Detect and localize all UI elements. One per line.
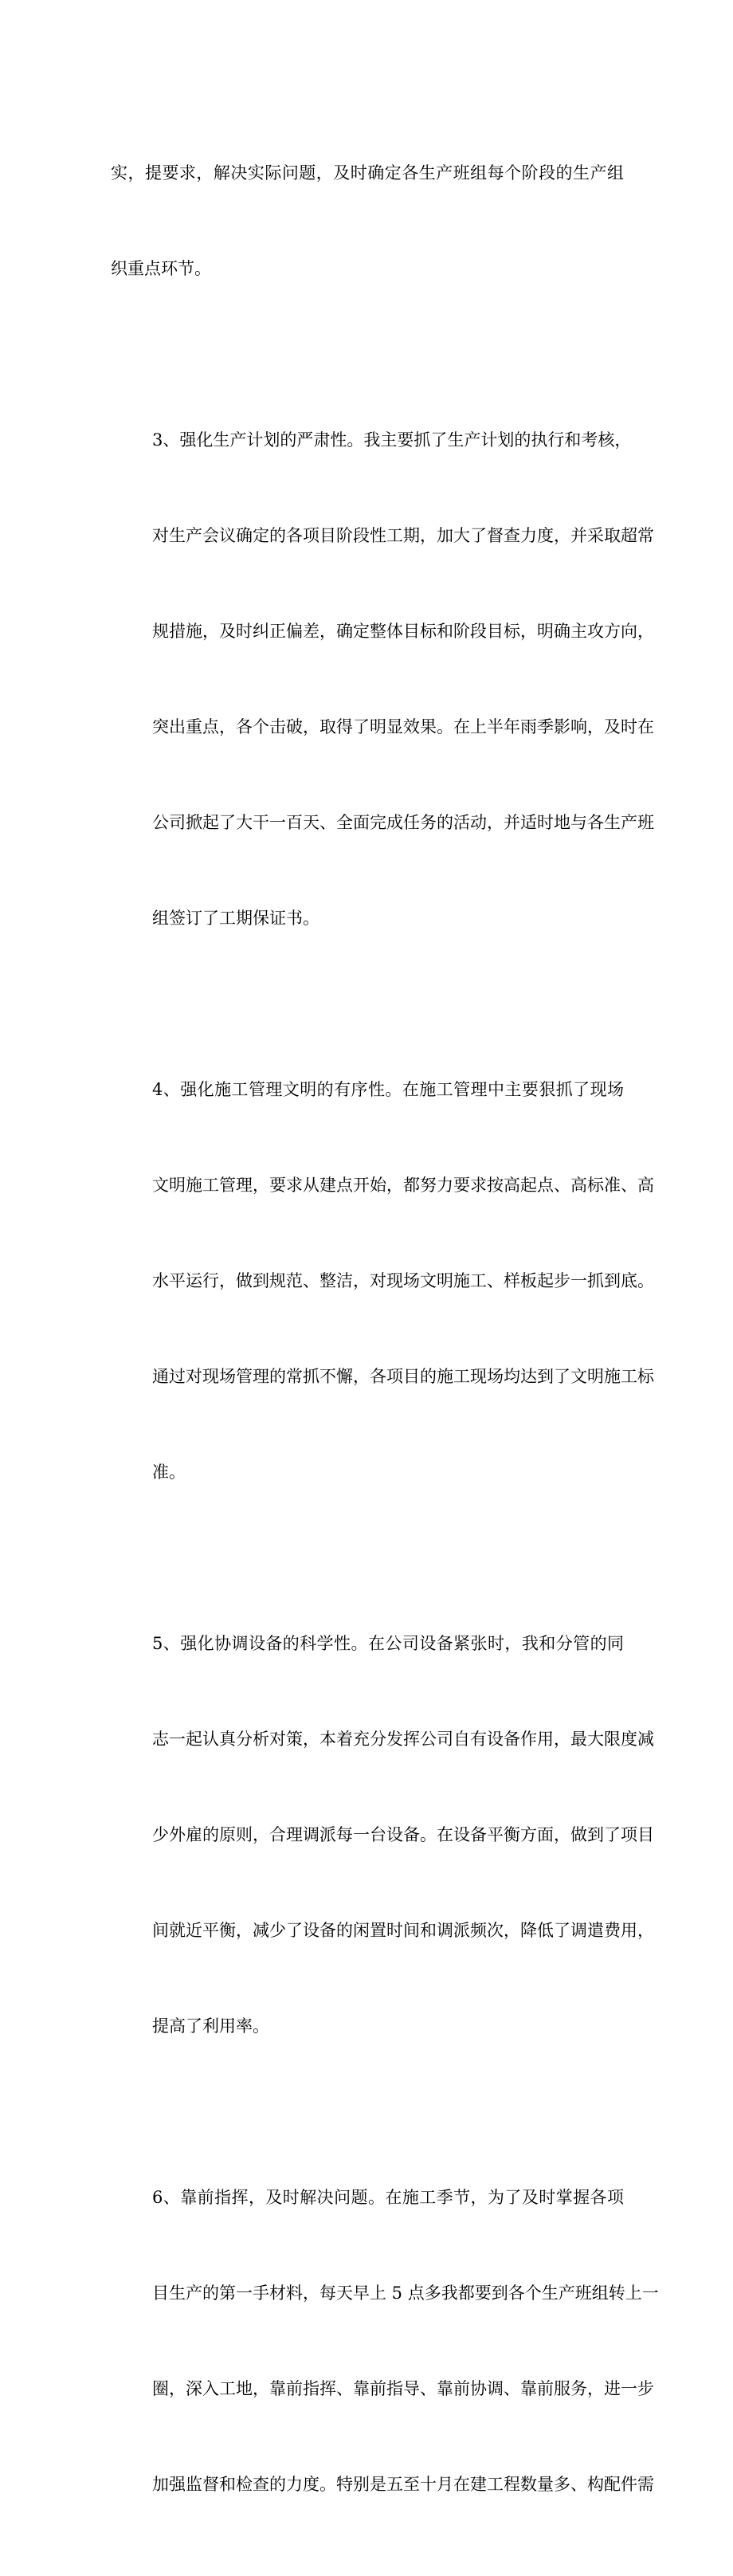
text-line: 提高了利用率。 bbox=[152, 2016, 269, 2036]
paragraph-4 bbox=[111, 1564, 654, 2106]
text-line: 突出重点，各个击破，取得了明显效果。在上半年雨季影响，及时在 bbox=[152, 717, 654, 736]
paragraph-2 bbox=[111, 360, 654, 998]
document-body bbox=[111, 93, 659, 2576]
text-line: 少外雇的原则，合理调派每一台设备。在设备平衡方面，做到了项目 bbox=[152, 1825, 654, 1844]
paragraph-1 bbox=[111, 93, 624, 348]
text-line: 3、强化生产计划的严肃性。我主要抓了生产计划的执行和考核， bbox=[152, 430, 632, 450]
text-line: 圈，深入工地，靠前指挥、靠前指导、靠前协调、靠前服务，进一步 bbox=[152, 2379, 654, 2398]
text-line: 通过对现场管理的常抓不懈，各项目的施工现场均达到了文明施工标 bbox=[152, 1367, 654, 1386]
text-line: 公司掀起了大干一百天、全面完成任务的活动，并适时地与各生产班 bbox=[152, 813, 654, 832]
text-line: 准。 bbox=[152, 1463, 186, 1482]
text-line: 加强监督和检查的力度。特别是五至十月在建工程数量多、构配件需 bbox=[152, 2475, 654, 2494]
text-line: 对生产会议确定的各项目阶段性工期，加大了督查力度，并采取超常 bbox=[152, 526, 654, 545]
text-line: 实，提要求，解决实际问题，及时确定各生产班组每个阶段的生产组 bbox=[111, 163, 624, 183]
paragraph-5 bbox=[111, 2118, 659, 2564]
text-line: 文明施工管理，要求从建点开始，都努力要求按高起点、高标准、高 bbox=[152, 1176, 654, 1195]
text-line: 织重点环节。 bbox=[111, 259, 211, 278]
text-line: 4、强化施工管理文明的有序性。在施工管理中主要狠抓了现场 bbox=[152, 1080, 624, 1099]
text-line: 5、强化协调设备的科学性。在公司设备紧张时，我和分管的同 bbox=[152, 1634, 624, 1653]
text-line: 间就近平衡，减少了设备的闲置时间和调派频次，降低了调遣费用， bbox=[152, 1921, 654, 1940]
text-line: 组签订了工期保证书。 bbox=[152, 909, 319, 928]
text-line: 目生产的第一手材料，每天早上 5 点多我都要到各个生产班组转上一 bbox=[152, 2283, 659, 2303]
text-line: 6、靠前指挥，及时解决问题。在施工季节，为了及时掌握各项 bbox=[152, 2188, 624, 2207]
paragraph-3 bbox=[111, 1010, 654, 1552]
text-line: 志一起认真分析对策，本着充分发挥公司自有设备作用，最大限度减 bbox=[152, 1730, 654, 1749]
text-line: 规措施，及时纠正偏差，确定整体目标和阶段目标，明确主攻方向， bbox=[152, 622, 654, 641]
text-line: 水平运行，做到规范、整洁，对现场文明施工、样板起步一抓到底。 bbox=[152, 1271, 654, 1290]
